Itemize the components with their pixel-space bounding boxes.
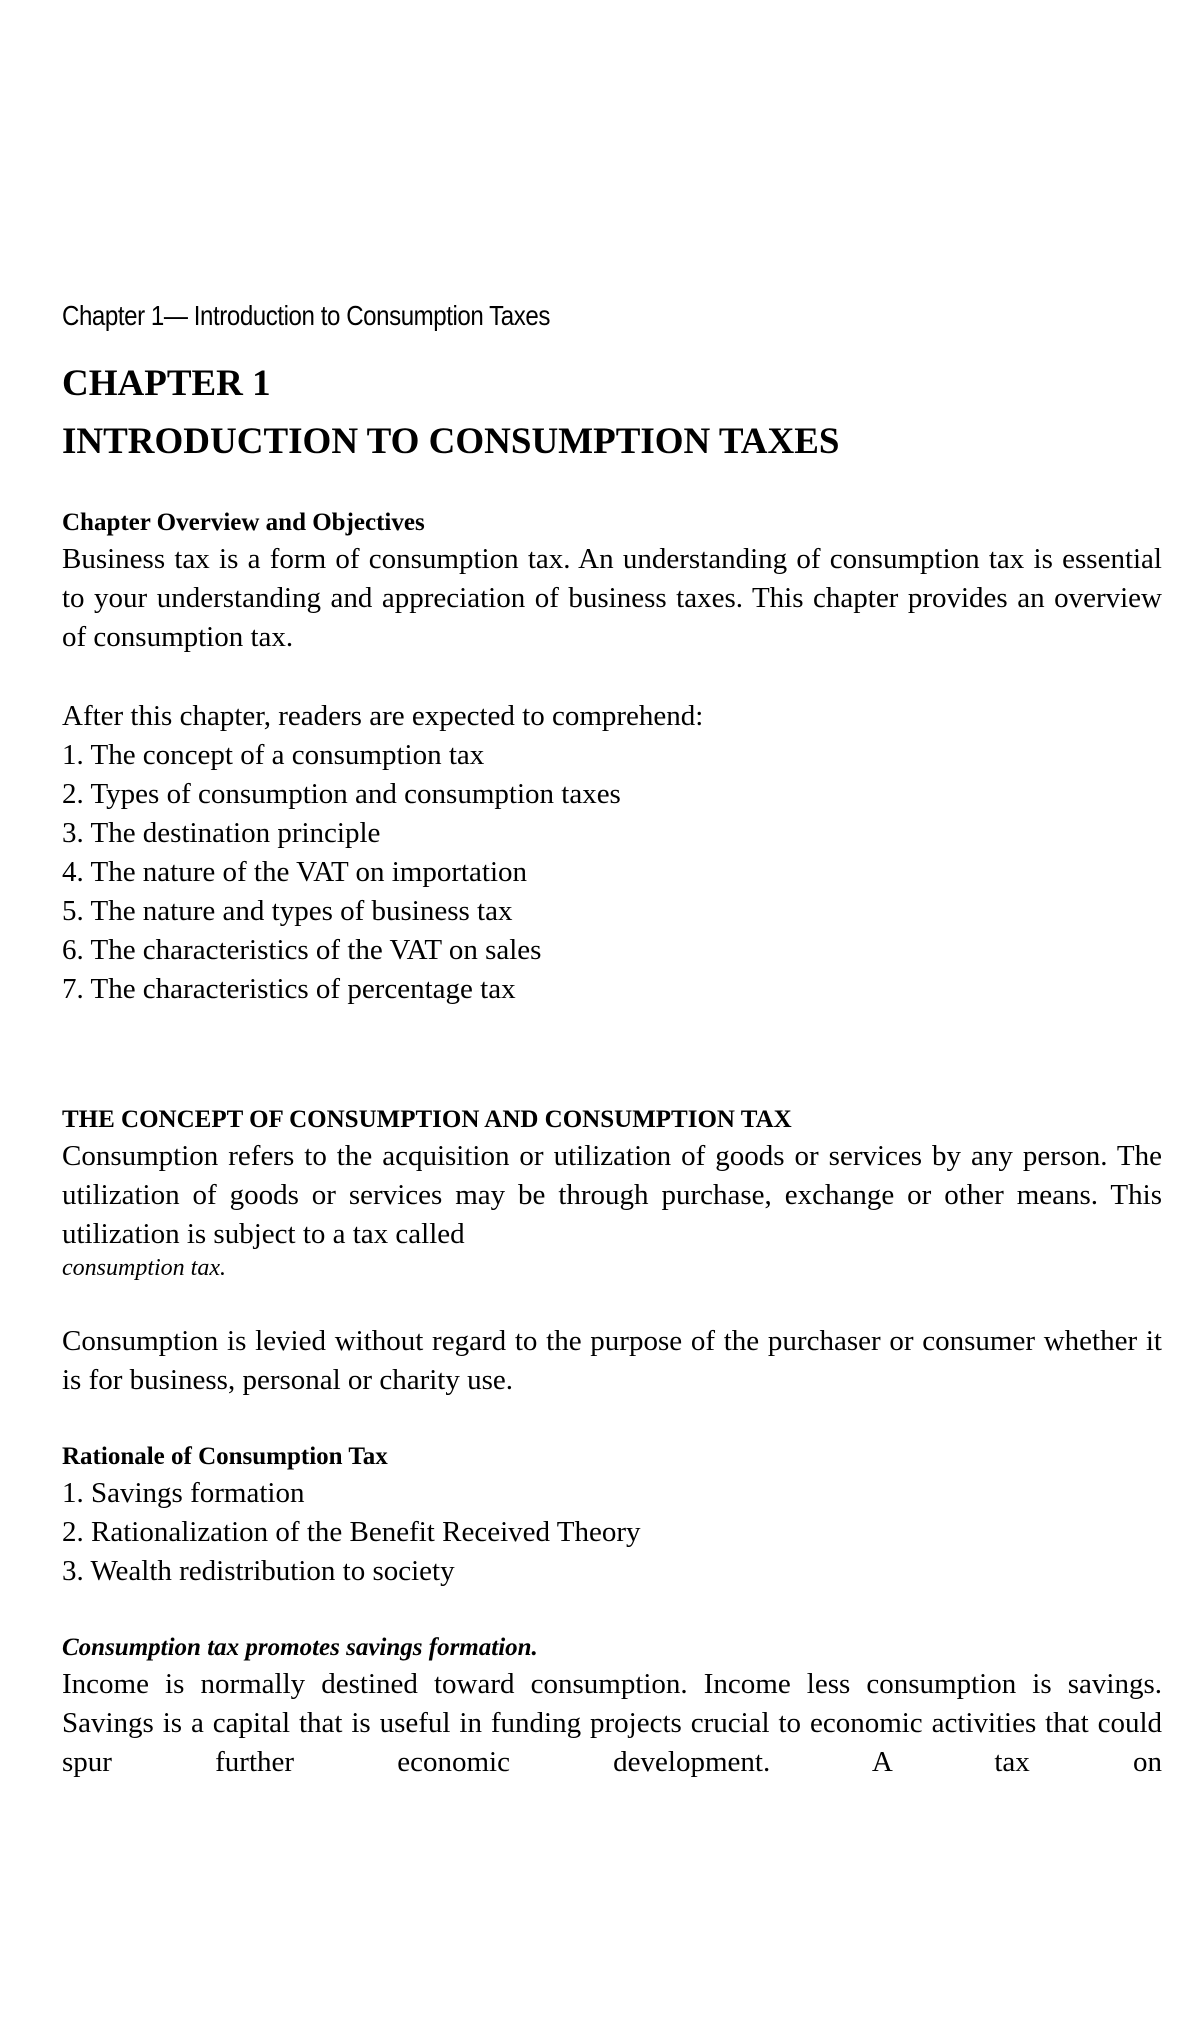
- rationale-list: [62, 1474, 1162, 1591]
- concept-paragraph: Consumption refers to the acquisition or utilization of goods or services by any person. The utilization of goods or services may be through purchase, exchange or other means. This utilization is subject to a tax called: [62, 1140, 1162, 1250]
- objective-item: 4. The nature of the VAT on importation: [62, 856, 528, 888]
- rationale-item: 2. Rationalization of the Benefit Received Theory: [62, 1516, 641, 1548]
- page-content: [62, 296, 1162, 1782]
- objective-item: 3. The destination principle: [62, 817, 381, 849]
- chapter-title: INTRODUCTION TO CONSUMPTION TAXES: [62, 421, 840, 462]
- objective-item: 1. The concept of a consumption tax: [62, 739, 485, 771]
- rationale-item: 3. Wealth redistribution to society: [62, 1555, 455, 1587]
- chapter-number: CHAPTER 1: [62, 363, 271, 404]
- overview-heading: Chapter Overview and Objectives: [62, 509, 425, 536]
- concept-paragraph-2: Consumption is levied without regard to the purpose of the purchaser or consumer whether it is for business, personal or charity use.: [62, 1325, 1162, 1396]
- objective-item: 6. The characteristics of the VAT on sales: [62, 934, 542, 966]
- running-header: Chapter 1— Introduction to Consumption Taxes: [62, 300, 550, 331]
- concept-term: consumption tax.: [62, 1255, 226, 1281]
- objective-item: 5. The nature and types of business tax: [62, 895, 513, 927]
- overview-paragraph: Business tax is a form of consumption tax. An understanding of consumption tax is essential to your understanding and appreciation of business taxes. This chapter provides an overview of consumption tax.: [62, 543, 1162, 653]
- rationale-item: 1. Savings formation: [62, 1477, 305, 1509]
- savings-paragraph: Income is normally destined toward consumption. Income less consumption is savings. Savings is a capital that is useful in funding projects crucial to economic activities that could spur further economic development. A tax on: [62, 1668, 1162, 1778]
- concept-heading: THE CONCEPT OF CONSUMPTION AND CONSUMPTION TAX: [62, 1106, 792, 1133]
- savings-heading: Consumption tax promotes savings formation.: [62, 1634, 538, 1661]
- objectives-list: [62, 736, 1162, 1009]
- objective-item: 2. Types of consumption and consumption taxes: [62, 778, 621, 810]
- objectives-intro: After this chapter, readers are expected to comprehend:: [62, 700, 704, 732]
- objective-item: 7. The characteristics of percentage tax: [62, 973, 516, 1005]
- rationale-heading: Rationale of Consumption Tax: [62, 1443, 388, 1470]
